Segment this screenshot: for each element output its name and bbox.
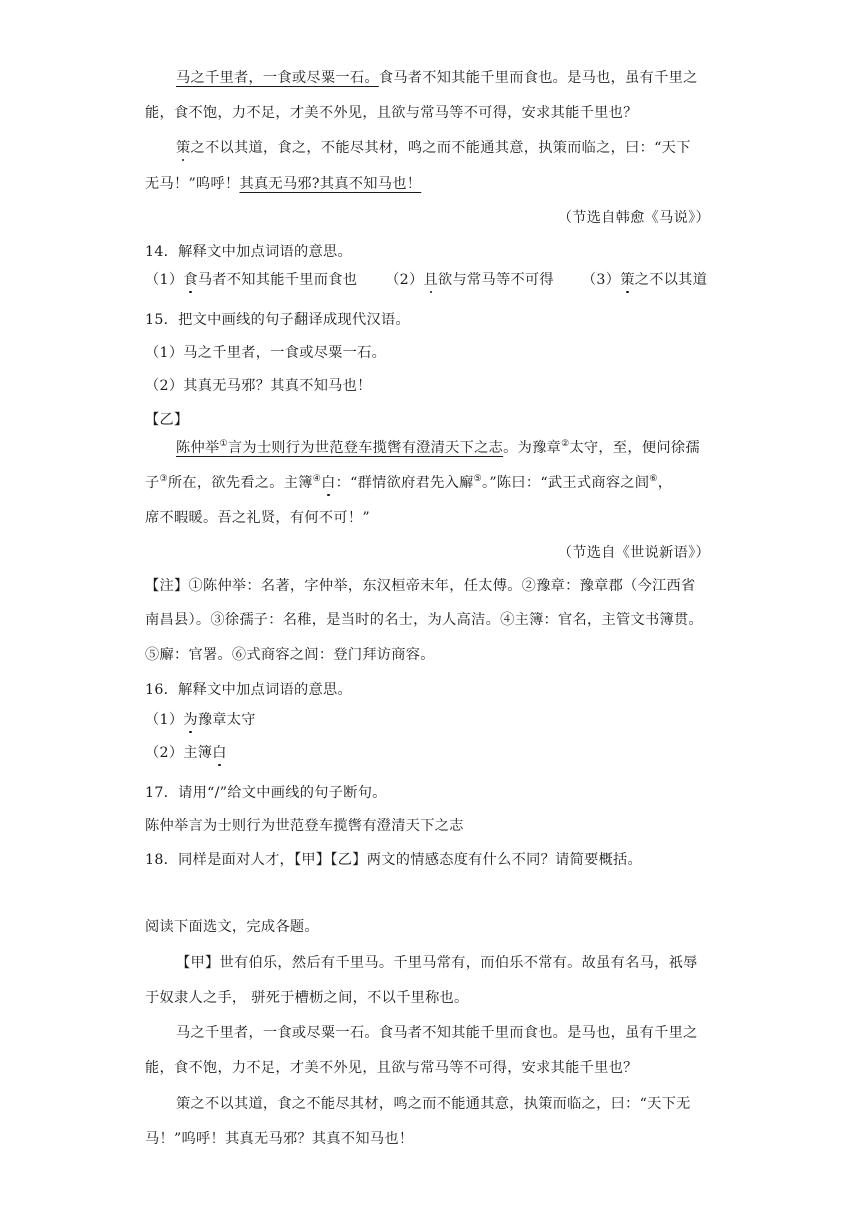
dotted-word: 食 (183, 272, 198, 288)
question-15-title: 15．把文中画线的句子翻译成现代汉语。 (145, 312, 410, 328)
dotted-word: 策 (620, 272, 635, 288)
jia-para3-line2: 无马！”呜呼！其真无马邪?其真不知马也！ (145, 176, 422, 192)
underlined-sentence: 陈仲举①言为士则行为世范登车揽辔有澄清天下之志 (176, 439, 504, 456)
next-para2-line2: 能，食不饱，力不足，才美不外见，且欲与常马等不可得，安求其能千里也？ (145, 1060, 638, 1076)
next-para1-line1: 【甲】世有伯乐，然后有千里马。千里马常有，而伯乐不常有。故虽有名马，祇辱 (176, 955, 698, 971)
dotted-word: 为 (183, 712, 198, 728)
question-16-item-2: （2）主簿白 (145, 745, 227, 761)
question-15-item-1: （1）马之千里者，一食或尽粟一石。 (145, 345, 387, 361)
question-15-item-2: （2）其真无马邪？其真不知马也！ (145, 378, 372, 394)
yi-line3: 席不暇暖。吾之礼贤，有何不可！” (145, 510, 370, 526)
dotted-word: 白 (321, 475, 336, 491)
next-para1-line2: 于奴隶人之手， 骈死于槽枥之间，不以千里称也。 (145, 990, 469, 1006)
question-16-item-1: （1）为豫章太守 (145, 712, 256, 728)
dotted-word: 白 (212, 745, 227, 761)
question-16-title: 16．解释文中加点词语的意思。 (145, 682, 352, 698)
question-14-title: 14．解释文中加点词语的意思。 (145, 244, 352, 260)
question-17-title: 17．请用“/”给文中画线的句子断句。 (145, 785, 387, 801)
next-intro: 阅读下面选文，完成各题。 (145, 919, 319, 935)
yi-line1: 陈仲举①言为士则行为世范登车揽辔有澄清天下之志。为豫章②太守，至，便问徐孺 (176, 439, 700, 456)
yi-source: （节选自《世说新语》） (557, 545, 710, 561)
next-para3-line2: 马！”呜呼！其真无马邪？其真不知马也！ (145, 1131, 414, 1147)
notes-line3: ⑤廨：官署。⑥式商容之闾：登门拜访商容。 (145, 647, 435, 663)
underlined-sentence: 马之千里者，一食或尽粟一石。 (176, 70, 379, 86)
next-para3-line1: 策之不以其道，食之不能尽其材，鸣之而不能通其意，执策而临之，曰：“天下无 (176, 1096, 691, 1112)
next-para2-line1: 马之千里者，一食或尽粟一石。食马者不知其能千里而食也。是马也，虽有千里之 (176, 1025, 698, 1041)
yi-line2: 子③所在，欲先看之。主簿④白：“群情欲府君先入廨⑤。”陈曰：“武王式商容之闾⑥， (145, 474, 673, 491)
jia-para2-line2: 能，食不饱，力不足，才美不外见，且欲与常马等不可得，安求其能千里也？ (145, 105, 638, 121)
question-18-title: 18．同样是面对人才，【甲】【乙】两文的情感态度有什么不同？请简要概括。 (145, 852, 643, 868)
jia-para2-line1: 马之千里者，一食或尽粟一石。食马者不知其能千里而食也。是马也，虽有千里之 (176, 70, 698, 86)
dotted-word: 且 (423, 272, 438, 288)
dotted-word: 策 (176, 140, 191, 156)
underlined-sentence: 其真无马邪?其真不知马也！ (239, 176, 422, 192)
question-17-sentence: 陈仲举言为士则行为世范登车揽辔有澄清天下之志 (145, 818, 464, 834)
jia-source: （节选自韩愈《马说》） (557, 210, 710, 226)
notes-line2: 南昌县）。③徐孺子：名稚，是当时的名士，为人高洁。④主簿：官名，主管文书簿贯。 (145, 612, 703, 628)
question-14-items: （1）食马者不知其能千里而食也 （2）且欲与常马等不可得 （3）策之不以其道 (145, 272, 708, 288)
jia-para3-line1: 策之不以其道，食之，不能尽其材，鸣之而不能通其意，执策而临之，曰：“天下 (176, 140, 691, 156)
yi-label: 【乙】 (145, 412, 189, 428)
notes-line1: 【注】①陈仲举：名著，字仲举，东汉桓帝末年，任太傅。②豫章：豫章郡（今江西省 (145, 578, 696, 594)
